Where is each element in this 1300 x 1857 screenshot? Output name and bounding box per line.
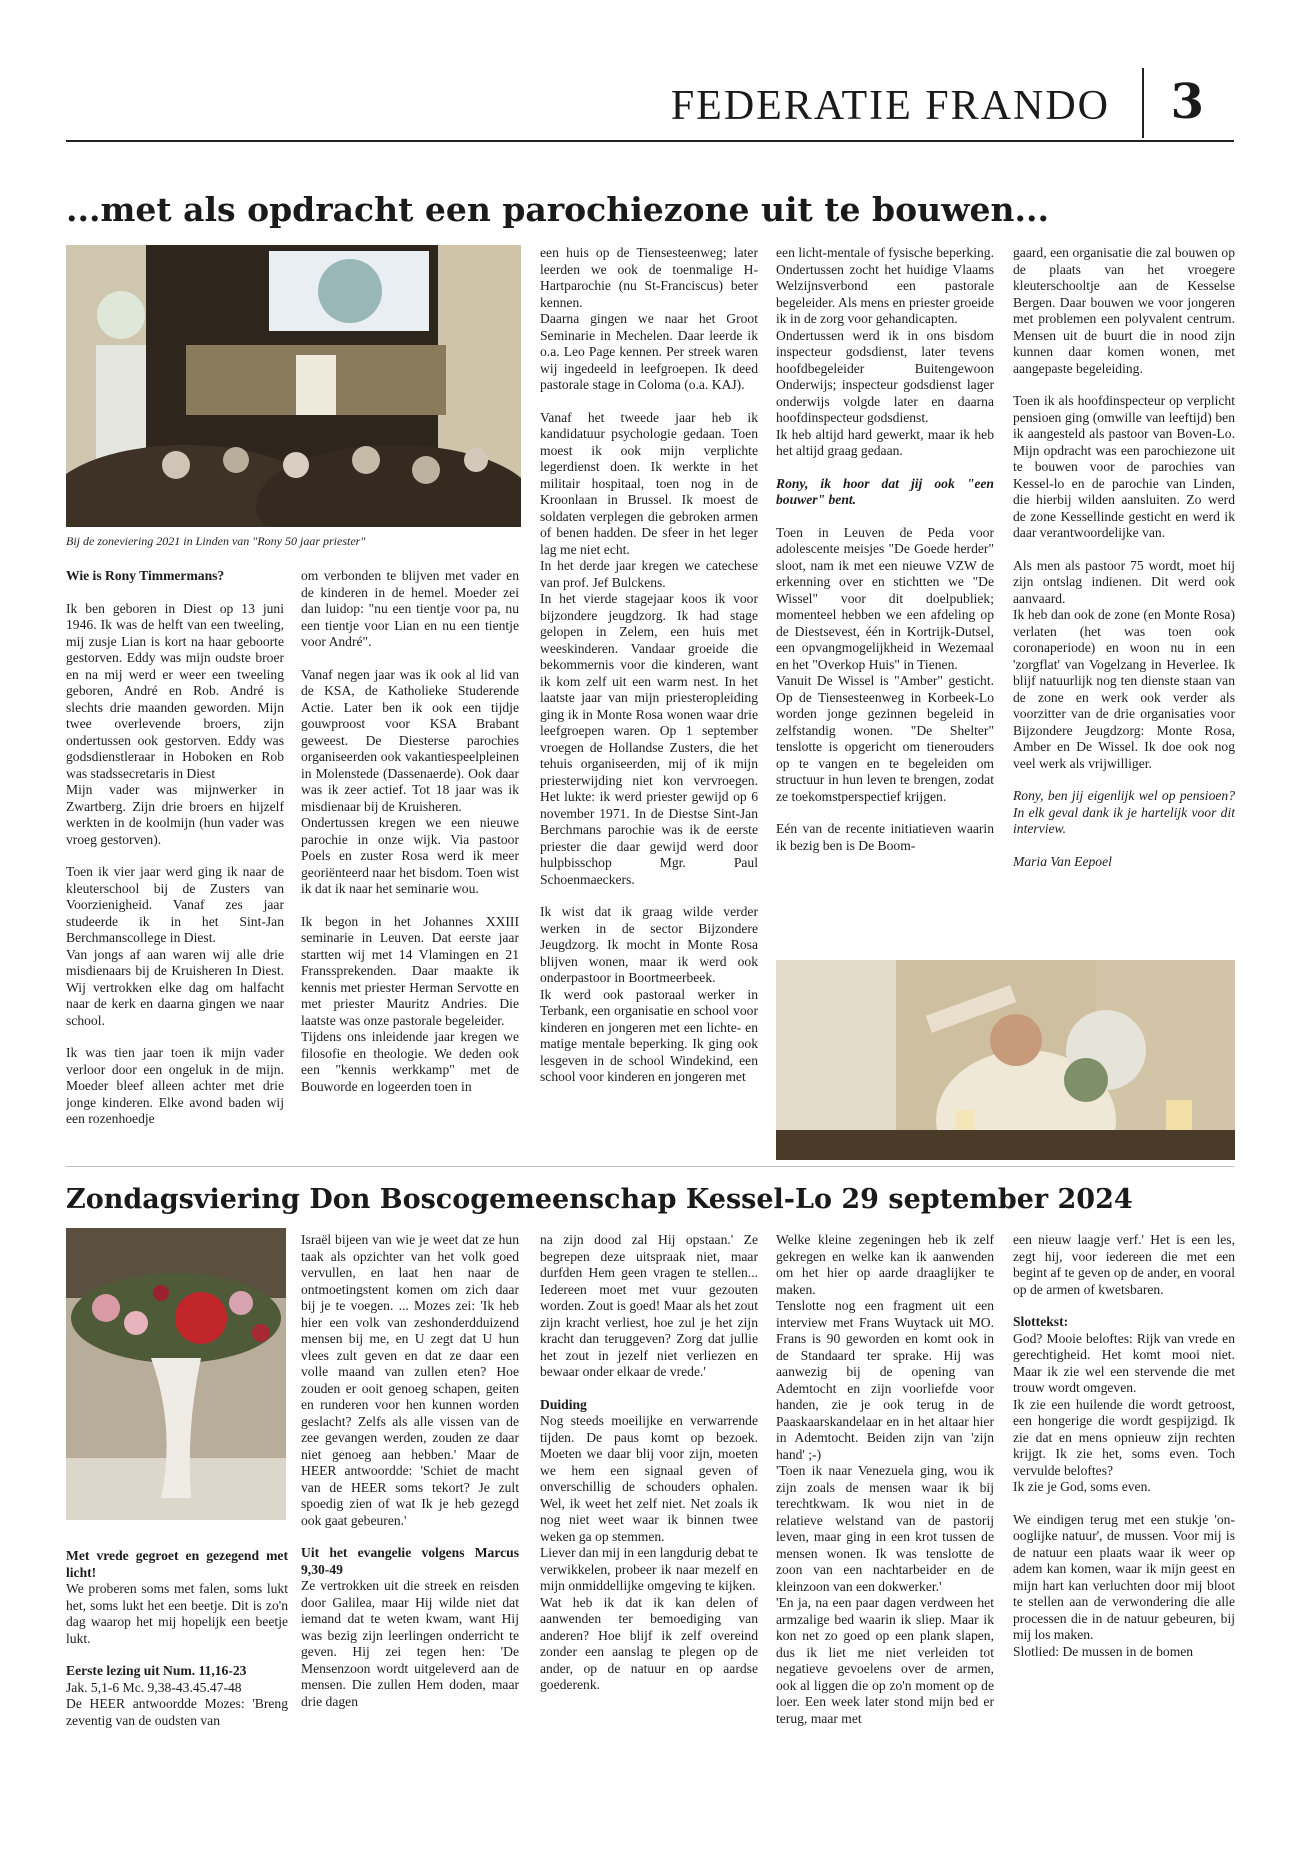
article1-headline: ...met als opdracht een parochiezone uit te bouwen... (66, 190, 1049, 229)
reading-heading: Eerste lezing uit Num. 11,16-23 (66, 1663, 247, 1678)
duiding-heading: Duiding (540, 1396, 587, 1412)
article2-headline: Zondagsviering Don Boscogemeenschap Kessel-Lo 29 september 2024 (66, 1184, 1133, 1215)
masthead (66, 64, 1234, 142)
section-separator (66, 1166, 1234, 1167)
paragraph: Toen ik vier jaar werd ging ik naar de kleuterschool bij de Zusters van Voorzienigheid. Vanaf zes jaar studeerde ik in het Sint-Jan Berchmanscollege in Diest. (66, 864, 284, 945)
article1-column-4 (776, 245, 994, 945)
paragraph: Ik zie een huilende die wordt getroost, een hongerige die wordt gespijzigd. Ik zie dat en mens opnieuw zijn rechten krijgt. Ik zie het, soms even. Toch vervulde beloftes? (1013, 1396, 1235, 1478)
interview-subheading: Wie is Rony Timmermans? (66, 568, 225, 583)
priest-blessing-illustration (776, 960, 1235, 1160)
closing-question: Rony, ben jij eigenlijk wel op pensioen? In elk geval dank ik je hartelijk voor dit interview. (1013, 788, 1235, 836)
greeting-heading: Met vrede gegroet en gezegend met licht! (66, 1548, 288, 1580)
paragraph: In het derde jaar kregen we catechese van prof. Jef Bulckens. (540, 558, 758, 590)
paragraph: Vanaf negen jaar was ik ook al lid van de KSA, de Katholieke Studerende Actie. Later ben ik ook een tijdje gouwproost voor KSA Brabant geweest. De Diesterse parochies organiseerden ook vakantiespeelpleinen in Molenstede (Dassenaerde). Ook daar was ik zeer actief. Tot 18 jaar was ik misdienaar bij de Kruisheren. (301, 666, 519, 814)
paragraph: Ondertussen werd ik in ons bisdom inspecteur godsdienst, later tevens hoofdbegeleider Buitengewoon Onderwijs; inspecteur godsdienst lager onderwijs volgde later en daarna hoofdinspecteur godsdienst. (776, 327, 994, 425)
flower-arrangement-illustration (66, 1228, 286, 1520)
paragraph: Wat heb ik dat ik kan delen of aanwenden ter bemoediging van anderen? Hoe blijf ik zelf overeind zonder een aanslag te plegen op de ander, op de natuur en op aardse goederenk. (540, 1594, 758, 1692)
paragraph: We eindigen terug met een stukje 'on-ooglijke natuur', de mussen. Voor mij is de natuur een plaats waar ik weer op adem kan komen, waar ik mijn geest en mijn hart kan verluchten door mij bloot te stellen aan de verwondering die alle processen die in de natuur gebeuren, bij mij los maken. (1013, 1511, 1235, 1642)
reading-references: Jak. 5,1-6 Mc. 9,38-43.45.47-48 (66, 1679, 242, 1695)
slottekst-heading: Slottekst: (1013, 1314, 1069, 1329)
paragraph: Ik was tien jaar toen ik mijn vader verloor door een ongeluk in de mijn. Moeder bleef alleen achter met drie jonge kinderen. Elke avond baden wij een rozenhoedje (66, 1045, 284, 1126)
paragraph: Toen in Leuven de Peda voor adolescente meisjes "De Goede herder" sloot, nam ik met een nieuwe VZW de erkenning over en stichtten we "De Wissel" voor dit doelpubliek; momenteel hebben we een afdeling op de Diestsevest, één in Kortrijk-Dutsel, een opvangmogelijkheid in Wezemaal en het "Overkop Huis" in Tienen. (776, 524, 994, 672)
quote: 'En ja, na een paar dagen verdween het armzalige bed waarin ik sliep. Maar ik kon net zo goed op een plank slapen, dus ik liet me niet verleiden tot negatieve gevoelens over de armen, ook al liggen die op zo'n moment op de loer. Een week later stond mijn bed er terug, maar met (776, 1595, 994, 1726)
paragraph: Liever dan mij in een langdurig debat te verwikkelen, probeer ik naar mezelf en mijn onmiddellijke omgeving te kijken. (540, 1545, 758, 1593)
paragraph: Nog steeds moeilijke en verwarrende tijden. De paus komt op bezoek. Moeten we daar blij voor zijn, moeten we hem een signaal geven of onverschillig de schouders ophalen. Wel, ik weet het zelf niet. Net zoals ik nog niet weet waar ik binnen twee weken ga op stemmen. (540, 1413, 758, 1544)
paragraph: Tijdens ons inleidende jaar kregen we filosofie en theologie. We deden ook een "kennis werkkamp" met de Bouworde en logeerden toen in (301, 1029, 519, 1094)
paragraph: Vanaf het tweede jaar heb ik kandidatuur psychologie gedaan. Toen moest ik ook mijn verplichte legerdienst doen. Ik werkte in het militair hospitaal, toen nog in de Kroonlaan in Brussel. Ik moest de soldaten verplegen die gebroken armen of benen hadden. De sfeer in het leger lag me niet echt. (540, 409, 758, 557)
paragraph: een licht-mentale of fysische beperking. Ondertussen zocht het huidige Vlaams Welzijnsverbond een pastorale begeleider. Als mens en priester groeide ik in de zorg voor gehandicapten. (776, 245, 994, 326)
article1-column-5 (1013, 245, 1235, 945)
paragraph: Israël bijeen van wie je weet dat ze hun taak als opzichter van het volk goed vervullen, en laat hen naar de ontmoetingstent komen om zich daar bij je te voegen. ... Mozes zei: 'Ik heb hier een volk van zeshonderdduizend mensen bij me, en U zegt dat U hun vlees zult geven en dat ze daar een volle maand van zullen eten? Hoe zouden er ooit genoeg schapen, geiten en runderen voor hen kunnen worden geslacht? Zelfs als alle vissen van de zee gevangen werden, zouden ze daar niet genoeg aan hebben.' Maar de HEER antwoordde: 'Schiet de macht van de HEER soms tekort? Je zult spoedig zien of wat Ik je heb gezegd ook gaat gebeuren.' (301, 1232, 519, 1528)
paragraph: Ik werd ook pastoraal werker in Terbank, een organisatie en school voor kinderen en jongeren met een lichte- en matige mentale beperking. Ik ging ook lesgeven in de school Windekind, een school voor kinderen en jongeren met (540, 986, 758, 1084)
photo-priest-blessing (776, 960, 1235, 1160)
paragraph: een huis op de Tiensesteenweg; later leerden we ook de toenmalige H-Hartparochie (nu St-Franciscus) beter kennen. (540, 245, 758, 310)
paragraph: een nieuw laagje verf.' Het is een les, zegt hij, voor iedereen die met een begint af te geven op de ander, en vooral op de armen of kwetsbaren. (1013, 1232, 1235, 1297)
article2-column-1 (66, 1548, 288, 1808)
paragraph: Ik wist dat ik graag wilde verder werken in de sector Bijzondere Jeugdzorg. Ik mocht in Monte Rosa blijven wonen, maar ik werd ook onderpastoor in Boortmeerbeek. (540, 904, 758, 985)
paragraph: Eén van de recente initiatieven waarin ik bezig ben is De Boom- (776, 821, 994, 853)
paragraph: We proberen soms met falen, soms lukt het, soms lukt het een beetje. Dit is zo'n dag waarop het mij hopelijk een beetje lukt. (66, 1581, 288, 1646)
paragraph: Tenslotte nog een fragment uit een interview met Frans Wuytack uit MO. Frans is 90 geworden en komt ook in de Standaard ter sprake. Hij was aanwezig bij de opening van Ademtocht en zijn voorliefde voor handen, zie je ook terug in de Paaskaarskandelaar en in het altaar hier in Ademtocht. Beiden zijn van 'zijn hand' ;-) (776, 1298, 994, 1462)
photo-church-celebration (66, 245, 521, 527)
paragraph: Ik ben geboren in Diest op 13 juni 1946. Ik was de helft van een tweeling, mij zusje Lian is kort na haar geboorte gestorven. Eddy was mijn oudste broer en na mij werd er weer een tweeling geboren, André en Rob. André is slechts drie maanden geworden. Mijn twee overlevende broers, zijn ondertussen ook gestorven. Eddy was godsdienstleraar in Hoboken en Rob was stadssecretaris in Diest (66, 600, 284, 781)
paragraph: gaard, een organisatie die zal bouwen op de plaats van het vroegere kleuterschooltje aan de Kesselse Bergen. Daar bouwen we voor jongeren met problemen een polyvalent centrum. Mensen uit de buurt die in nood zijn kunnen daar komen wonen, met aangepaste begeleiding. (1013, 245, 1235, 376)
church-celebration-illustration (66, 245, 521, 527)
paragraph: Van jongs af aan waren wij alle drie misdienaars bij de Kruisheren In Diest. Wij vertrokken elke dag om halfacht naar de kerk en daarna gingen we naar school. (66, 946, 284, 1028)
article1-column-3 (540, 245, 758, 1160)
paragraph: Ik heb dan ook de zone (en Monte Rosa) verlaten (het was toen ook coronaperiode) en woon nu in een 'zorgflat' van Vogelzang in Heverlee. Ik blijf natuurlijk nog ten dienste staan van de zone en werk ook verder als voorzitter van de drie organisaties voor Bijzondere Jeugdzorg: Monte Rosa, Amber en De Wissel. Ik doe ook nog veel werk als vrijwilliger. (1013, 607, 1235, 771)
interview-question: Rony, ik hoor dat jij ook "een bouwer" bent. (776, 475, 994, 507)
paragraph: Daarna gingen we naar het Groot Seminarie in Mechelen. Daar leerde ik o.a. Leo Page kennen. Per streek waren wij ingedeeld in leefgroepen. Ik deed pastorale stage in Coloma (o.a. KAJ). (540, 311, 758, 392)
paragraph: Ze vertrokken uit die streek en reisden door Galilea, maar Hij wilde niet dat iemand dat te weten kwam, want Hij was bezig zijn leerlingen onderricht te geven. Hij zei tegen hen: 'De Mensenzoon wordt uitgeleverd aan de mensen. Die zullen Hem doden, maar drie dagen (301, 1578, 519, 1709)
paragraph: Ik heb altijd hard gewerkt, maar ik heb het altijd graag gedaan. (776, 426, 994, 458)
paragraph: Welke kleine zegeningen heb ik zelf gekregen en welke kan ik aanwenden om het hier op aarde draaglijker te maken. (776, 1232, 994, 1297)
paragraph: Mijn vader was mijnwerker in Zwartberg. Zijn drie broers en hijzelf werkten in de koolmijn (hun vader was vroeg gestorven). (66, 782, 284, 847)
paragraph: In het vierde stagejaar koos ik voor bijzondere jeugdzorg. Ik had stage gelopen in Zelem, een huis met weeskinderen. Vandaar groeide die bekommernis voor die kinderen, want ik kom zelf uit een warm nest. In het laatste jaar van mijn priesteropleiding ging ik in Monte Rosa wonen waar drie leefgroepen waren. Op 1 september vroegen de Hollandse Zusters, die het tehuis organiseerden, mij of ik mijn priesterwijding niet kon vervroegen. Het lukte: ik werd priester gewijd op 6 november 1971. In de Diestse Sint-Jan Berchmans parochie was ik de eerste priester die daar gewijd werd door hulpbisschop Mgr. Paul Schoenmaeckers. (540, 591, 758, 887)
article2-column-5 (1013, 1232, 1235, 1812)
article1-column-1 (66, 568, 284, 1158)
section-title: FEDERATIE FRANDO (670, 83, 1110, 129)
paragraph: God? Mooie beloftes: Rijk van vrede en gerechtigheid. Het komt mooi niet. Maar ik zie wel een stervende die met trouw wordt omgeven. (1013, 1330, 1235, 1395)
paragraph: na zijn dood zal Hij opstaan.' Ze begrepen deze uitspraak niet, maar durfden Hem geen vragen te stellen... Iedereen moet met vuur gezouten worden. Zout is goed! Maar als het zout zijn kracht verliest, hoe zul je het zijn kracht dan teruggeven? Zorg dat jullie het zout in jezelf niet verliezen en bewaar onder elkaar de vrede.' (540, 1232, 758, 1379)
article2-column-2 (301, 1232, 519, 1812)
paragraph: om verbonden te blijven met vader en de kinderen in de hemel. Moeder zei dan luidop: "nu een tientje voor pa, nu een tientje voor Lian en nu een tientje voor André". (301, 568, 519, 649)
article1-column-2 (301, 568, 519, 1158)
paragraph: Ik begon in het Johannes XXIII seminarie in Leuven. Dat eerste jaar startten wij met 14 Vlamingen en 21 Franssprekenden. Daar maakte ik kennis met priester Herman Servotte en met priester Mauritz Andries. Die laatste was onze pastorale begeleider. (301, 913, 519, 1028)
paragraph: Als men als pastoor 75 wordt, moet hij zijn ontslag indienen. Dit werd ook aanvaard. (1013, 557, 1235, 606)
paragraph: Toen ik als hoofdinspecteur op verplicht pensioen ging (omwille van leeftijd) ben ik aangesteld als pastoor van Boven-Lo. Mijn opdracht was een parochiezone uit te bouwen voor de parochies van Kessel-lo en de parochie van Linden, die hierbij wilden aansluiten. Zo werd de zone Kessellinde gesticht en werd ik daar verantwoordelijke van. (1013, 393, 1235, 540)
article2-column-4 (776, 1232, 994, 1812)
page-number: 3 (1170, 74, 1204, 130)
paragraph: Ondertussen kregen we een nieuwe parochie in onze wijk. Via pastoor Poels en zuster Rosa werd ik meer georiënteerd naar het bisdom. Toen wist ik dat ik naar het seminarie wou. (301, 815, 519, 896)
gospel-heading: Uit het evangelie volgens Marcus 9,30-49 (301, 1545, 519, 1577)
photo-flower-arrangement (66, 1228, 286, 1520)
paragraph: Vanuit De Wissel is "Amber" gesticht. Op de Tiensesteenweg in Korbeek-Lo worden jonge gezinnen begeleid in zelfstandig wonen. "De Shelter" tenslotte is opgericht om tienerouders op te vangen en te begeleiden om structuur in hun leven te brengen, zodat ze toekomstperspectief krijgen. (776, 673, 994, 804)
article2-column-3 (540, 1232, 758, 1812)
closing-song: Slotlied: De mussen in de bomen (1013, 1643, 1194, 1659)
paragraph: De HEER antwoordde Mozes: 'Breng zeventig van de oudsten van (66, 1696, 288, 1728)
author-byline: Maria Van Eepoel (1013, 853, 1112, 869)
photo-caption: Bij de zoneviering 2021 in Linden van "Rony 50 jaar priester" (66, 534, 366, 548)
masthead-divider (1142, 68, 1144, 138)
paragraph: Ik zie je God, soms even. (1013, 1479, 1151, 1494)
quote: 'Toen ik naar Venezuela ging, wou ik zijn zoals de mensen waar ik bij terechtkwam. Ik wou niet in de relatieve welstand van de pastorij leven, maar ging in een krot tussen de mensen wonen. Ik was tenslotte de zoon van een nachtarbeider en de kleinzoon van een dokwerker.' (776, 1463, 994, 1594)
